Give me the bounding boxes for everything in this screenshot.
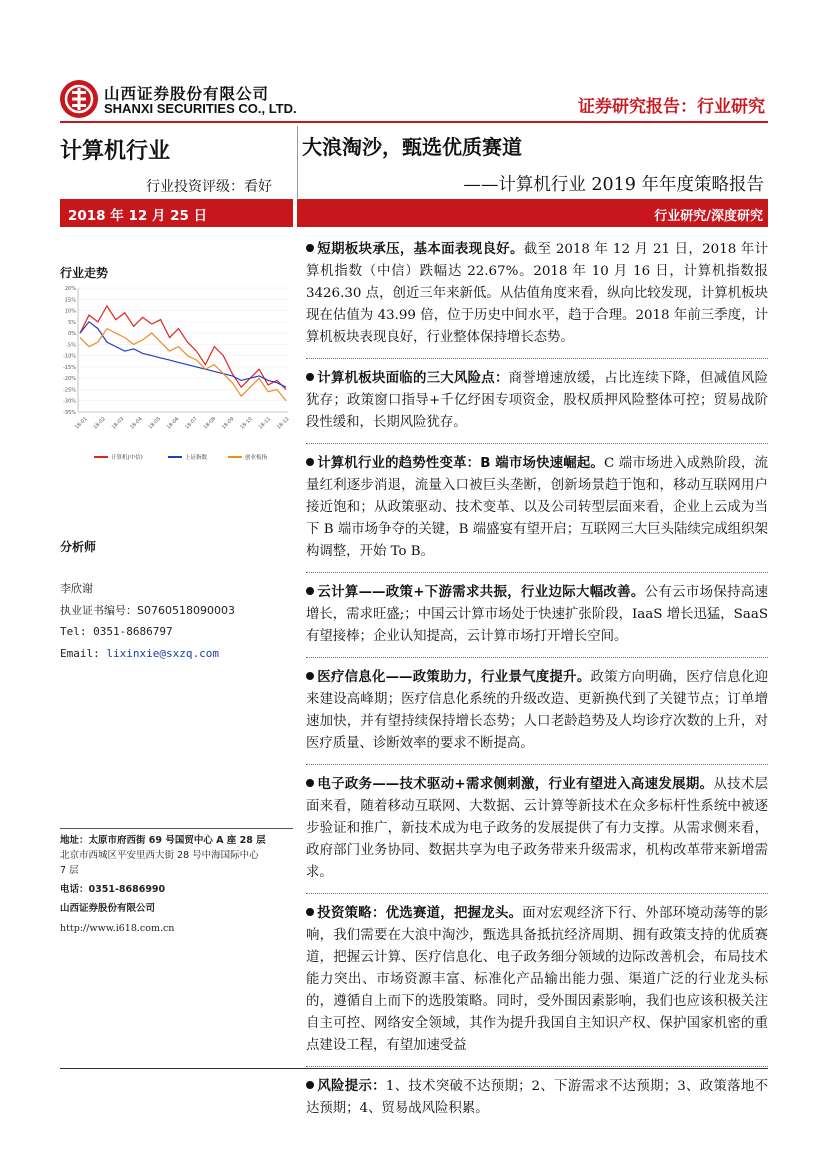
legend-label: 上证指数 (185, 455, 208, 461)
x-tick-label: 18-06 (165, 416, 181, 431)
paragraph-separator (306, 764, 768, 765)
y-tick-label: -25% (63, 387, 76, 394)
legend-label: 计算机(中信) (111, 455, 143, 461)
bullet-icon (306, 373, 314, 381)
header-divider (60, 121, 768, 123)
paragraph-lead: 云计算——政策+下游需求共振，行业边际大幅改善。 (317, 585, 645, 600)
paragraph-text: 从技术层面来看，随着移动互联网、大数据、云计算等新技术在众多标杆性系统中被逐步验证和推广，新技术成为电子政务的发展提供了有力支撑。从需求侧来看，政府部门业务协同、数据共享为电子政务带来升级需求，机构改革带来新增需求。 (306, 777, 769, 880)
summary-paragraph (306, 453, 768, 563)
y-tick-label: 0% (68, 331, 76, 338)
analyst-tel: Tel: 0351-8686797 (60, 625, 173, 638)
bullet-icon (306, 1081, 314, 1089)
report-subtitle: ——计算机行业 2019 年年度策略报告 (463, 175, 764, 195)
x-tick-label: 18-12 (276, 416, 291, 431)
paragraph-separator (306, 893, 768, 894)
paragraph-text: 面对宏观经济下行、外部环境动荡等的影响，我们需要在大浪中淘沙，甄选具备抵抗经济周期、拥有政策支持的优质赛道，把握云计算、医疗信息化、电子政务细分领域的边际改善机会，布局技术能力突出、市场资源丰富、标准化产品输出能力强、渠道广泛的行业龙头标的，遵循自上而下的选股策略。同时，受外围因素影响，我们也应该积极关注自主可控、网络安全领域，其作为提升我国自主知识产权、保护国家机密的重点建设工程，有望加速受益 (306, 906, 769, 1053)
paragraph-lead: 医疗信息化——政策助力，行业景气度提升。 (317, 670, 591, 685)
investment-rating: 行业投资评级：看好 (146, 179, 272, 195)
x-tick-label: 18-02 (92, 416, 107, 431)
report-category: 行业研究/深度研究 (654, 209, 763, 224)
analyst-heading: 分析师 (60, 540, 97, 554)
x-tick-label: 18-03 (110, 416, 126, 431)
paragraph-lead: 投资策略：优选赛道，把握龙头。 (317, 906, 523, 921)
industry-trend-chart (60, 282, 293, 472)
paragraph-text: C 端市场进入成熟阶段，流量红利逐步消退，流量入口被巨头垄断，创新场景趋于饱和，移动互联网用户接近饱和；从政策驱动、技术变革、以及公司转型层面来看，企业上云成为当下 B 端市场争夺的关键，B 端盛宴有望开启；互联网三大巨头陆续完成组织架构调整，开始 To B。 (306, 456, 768, 559)
y-tick-label: 10% (64, 308, 76, 315)
paragraph-text: 1、技术突破不达预期；2、下游需求不达预期；3、政策落地不达预期；4、贸易战风险积累。 (306, 1079, 768, 1116)
summary-paragraph (306, 368, 768, 434)
y-tick-label: 5% (68, 319, 76, 326)
y-tick-label: -10% (63, 353, 76, 360)
y-tick-label: -20% (63, 376, 76, 383)
y-tick-label: 15% (64, 297, 76, 304)
summary-paragraph (306, 1076, 768, 1120)
series-line (80, 322, 286, 387)
bullet-icon (306, 779, 314, 787)
sidebar-divider (60, 828, 293, 829)
address-line-1: 地址：太原市府西街 69 号国贸中心 A 座 28 层 (60, 835, 266, 846)
title-divider (297, 126, 298, 198)
summary-paragraph (306, 903, 768, 1057)
summary-paragraph (306, 239, 768, 349)
company-logo (60, 80, 98, 118)
analyst-email-link[interactable]: lixinxie@sxzq.com (106, 647, 219, 660)
footer-rule (60, 1068, 768, 1069)
paragraph-lead: 计算机行业的趋势性变革：B 端市场快速崛起。 (317, 456, 605, 471)
summary-content (306, 239, 768, 1129)
company-phone: 电话：0351-8686990 (60, 884, 166, 895)
summary-paragraph (306, 667, 768, 755)
company-name-footer: 山西证券股份有限公司 (60, 903, 156, 914)
y-tick-label: -30% (63, 398, 76, 405)
bullet-icon (306, 244, 314, 252)
paragraph-text: 公有云市场保持高速增长，需求旺盛;；中国云计算市场处于快速扩张阶段，IaaS 增长迅猛，SaaS 有望接棒；企业认知提高，云计算市场打开增长空间。 (306, 585, 769, 644)
report-date: 2018 年 12 月 25 日 (68, 208, 208, 224)
bullet-icon (306, 672, 314, 680)
series-line (80, 329, 286, 401)
y-tick-label: -15% (63, 364, 76, 371)
legend-label: 创业板指 (245, 455, 268, 461)
analyst-email-row (60, 647, 219, 660)
analyst-name: 李欣谢 (60, 582, 93, 595)
y-tick-label: 20% (64, 286, 76, 292)
report-type: 证券研究报告：行业研究 (578, 97, 765, 117)
y-tick-label: -35% (63, 410, 76, 416)
x-tick-label: 18-10 (239, 416, 254, 431)
report-title: 大浪淘沙，甄选优质赛道 (302, 135, 522, 159)
bullet-icon (306, 587, 314, 595)
paragraph-lead: 风险提示： (317, 1079, 386, 1094)
y-tick-label: -5% (66, 342, 76, 349)
company-website-link[interactable]: http://www.i618.com.cn (60, 923, 175, 934)
paragraph-separator (306, 443, 768, 444)
industry-name: 计算机行业 (60, 139, 171, 164)
paragraph-lead: 计算机板块面临的三大风险点： (317, 371, 509, 386)
x-tick-label: 18-01 (74, 416, 89, 431)
paragraph-text: 截至 2018 年 12 月 21 日，2018 年计算机指数（中信）跌幅达 22.67%。2018 年 10 月 16 日，计算机指数报 3426.30 点，创近三年来新低。从估值角度来看，纵向比较发现，计算机板块现在估值为 43.99 倍，位于历史中间水平，趋于合理。2018 年前三季度，计算机板块表现良好，行业整体保持增长态势。 (306, 242, 768, 345)
chart-heading: 行业走势 (60, 266, 109, 280)
paragraph-text: 政策方向明确，医疗信息化迎来建设高峰期；医疗信息化系统的升级改造、更新换代到了关键节点；订单增速加快，并有望持续保持增长态势；人口老龄趋势及人均诊疗次数的上升，对医疗质量、诊断效率的要求不断提高。 (306, 670, 769, 751)
x-tick-label: 18-09 (220, 416, 236, 431)
x-tick-label: 18-11 (257, 416, 273, 431)
x-tick-label: 18-07 (184, 416, 199, 431)
paragraph-separator (306, 1066, 768, 1067)
logo-mark-icon (60, 80, 98, 118)
paragraph-text: 商誉增速放缓，占比连续下降，但减值风险犹存；政策窗口指导+千亿纾困专项资金，股权质押风险整体可控；贸易战阶段性缓和，长期风险犹存。 (306, 371, 768, 430)
company-name-en: SHANXI SECURITIES CO., LTD. (104, 101, 297, 116)
paragraph-separator (306, 358, 768, 359)
address-line-3: 7 层 (60, 865, 79, 876)
x-tick-label: 18-05 (147, 416, 163, 431)
analyst-cert: 执业证书编号：S0760518090003 (60, 604, 235, 617)
paragraph-separator (306, 657, 768, 658)
paragraph-lead: 短期板块承压，基本面表现良好。 (317, 242, 524, 257)
x-tick-label: 18-04 (129, 416, 144, 431)
summary-paragraph (306, 582, 768, 648)
address-line-2: 北京市西城区平安里西大街 28 号中海国际中心 (60, 850, 259, 861)
summary-paragraph (306, 774, 768, 884)
email-label: Email: (60, 647, 107, 660)
bullet-icon (306, 908, 314, 916)
x-tick-label: 18-08 (202, 416, 218, 431)
paragraph-separator (306, 572, 768, 573)
paragraph-lead: 电子政务——技术驱动+需求侧刺激，行业有望进入高速发展期。 (317, 777, 714, 792)
bullet-icon (306, 458, 314, 466)
company-name-cn: 山西证券股份有限公司 (104, 85, 270, 103)
